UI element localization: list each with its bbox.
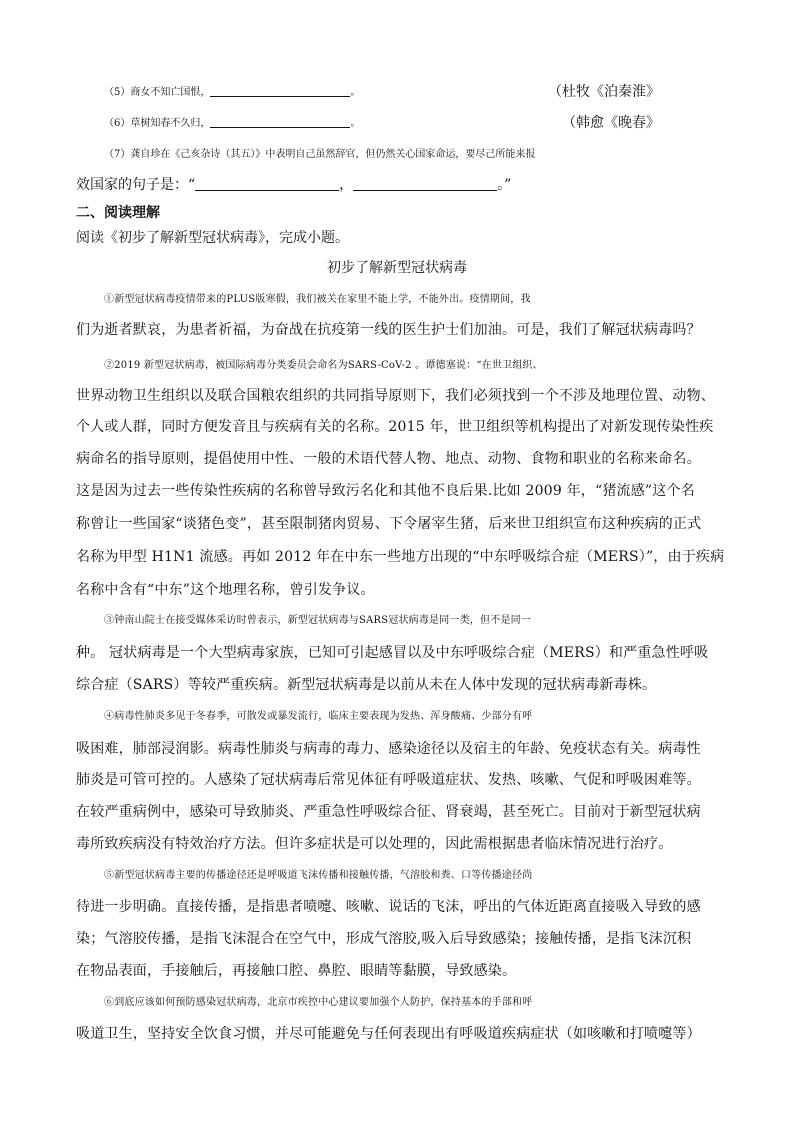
article-line: 吸困难，肺部浸润影。病毒性肺炎与病毒的毒力、感染途径以及宿主的年龄、免疫状态有关。病毒性 <box>76 741 701 757</box>
question-5-text: （5）商女不知亡国恨， <box>104 87 211 98</box>
question-5-source: （杜牧《泊秦淮》 <box>548 84 660 100</box>
article-line: 名称为甲型 H1N1 流感。再如 2012 年在中东一些地方出现的“中东呼吸综合症（MERS）”，由于疾病 <box>76 549 725 565</box>
article-line: 毒所致疾病没有特效治疗方法。但许多症状是可以处理的，因此需根据患者临床情况进行治疗。 <box>76 836 673 852</box>
question-7-prefix: 效国家的句子是：“ <box>76 177 196 193</box>
question-6-text: （6）草树知春不久归， <box>104 118 211 129</box>
article-line: 在较严重病例中，感染可导致肺炎、严重急性呼吸综合征、肾衰竭，甚至死亡。目前对于新型冠状病 <box>76 804 701 820</box>
question-7-end: 。” <box>497 177 512 193</box>
answer-blank-6[interactable] <box>210 113 350 128</box>
question-7-line2 <box>76 175 721 195</box>
question-6-end: 。 <box>350 118 361 129</box>
article-line: 待进一步明确。直接传播，是指患者喷嚏、咳嗽、说话的飞沫，呼出的气体近距离直接吸入导致的感 <box>76 899 701 915</box>
article-line: ②2019 新型冠状病毒，被国际病毒分类委员会命名为SARS-CoV-2 。谭德塞说：“在世卫组织、 <box>104 360 543 371</box>
article-line: ③钟南山院士在接受媒体采访时曾表示，新型冠状病毒与SARS冠状病毒是同一类，但不是同一 <box>104 615 532 626</box>
question-6-source: （韩愈《晚春》 <box>562 115 660 131</box>
article-line: 们为逝者默哀，为患者祈福，为奋战在抗疫第一线的医生护士们加油。可是，我们了解冠状病毒吗？ <box>76 322 701 338</box>
article-line: ⑤新型冠状病毒主要的传播途径还是呼吸道飞沫传播和接触传播，气溶胶和粪、口等传播途径尚 <box>104 870 533 881</box>
article-line: 吸道卫生，坚持安全饮食习惯，并尽可能避免与任何表现出有呼吸道疾病症状（如咳嗽和打喷嚏等） <box>76 1026 701 1042</box>
article-line: 种。 冠状病毒是一个大型病毒家族，已知可引起感冒以及中东呼吸综合症（MERS）和严重急性呼吸 <box>76 645 709 661</box>
article-line: ⑥到底应该如何预防感染冠状病毒，北京市疾控中心建议要加强个人防护，保持基本的手部和呼 <box>104 997 533 1008</box>
article-line: 在物品表面，手接触后，再接触口腔、鼻腔、眼睛等黏膜，导致感染。 <box>76 963 517 979</box>
answer-blank-5[interactable] <box>210 82 350 97</box>
article-line: 综合症（SARS）等较严重疾病。新型冠状病毒是以前从未在人体中发现的冠状病毒新毒株。 <box>76 677 657 693</box>
article-line: 染；气溶胶传播，是指飞沫混合在空气中，形成气溶胶,吸入后导致感染；接触传播，是指飞沫沉积 <box>76 931 692 947</box>
article-title: 初步了解新型冠状病毒 <box>327 260 467 276</box>
article-line: 世界动物卫生组织以及联合国粮农组织的共同指导原则下，我们必须找到一个不涉及地理位置、动物、 <box>76 388 715 404</box>
article-line: 称曾让一些国家“谈猪色变”，甚至限制猪肉贸易、下令屠宰生猪，后来世卫组织宣布这种疾病的正式 <box>76 516 702 532</box>
article-line: 个人或人群，同时方便发音且与疾病有关的名称。2015 年，世卫组织等机构提出了对新发现传染性疾 <box>76 419 714 435</box>
question-7-mid: ， <box>339 177 354 193</box>
article-line: 病命名的指导原则，提倡使用中性、一般的术语代替人物、地点、动物、食物和职业的名称来命名。 <box>76 451 701 467</box>
answer-blank-7a[interactable] <box>195 176 339 191</box>
question-7-line1: （7）龚自珍在《己亥杂诗（其五）》中表明自己虽然辞官，但仍然关心国家命运，要尽己所能来报 <box>104 149 536 160</box>
article-line: ④病毒性肺炎多见于冬春季，可散发或暴发流行，临床主要表现为发热、浑身酸痛、少部分有呼 <box>104 711 533 722</box>
article-line: ①新型冠状病毒疫情带来的PLUS版寒假，我们被关在家里不能上学，不能外出。疫情期间，我 <box>104 294 531 305</box>
article-line: 这是因为过去一些传染性疾病的名称曾导致污名化和其他不良后果.比如 2009 年，“猪流感”这个名 <box>76 483 695 499</box>
section-heading: 二、阅读理解 <box>76 205 160 221</box>
question-5-end: 。 <box>350 87 361 98</box>
article-line: 名称中含有“中东”这个地理名称，曾引发争议。 <box>76 582 375 598</box>
article-line: 肺炎是可管可控的。人感染了冠状病毒后常见体征有呼吸道症状、发热、咳嗽、气促和呼吸困难等。 <box>76 772 701 788</box>
section-instruction: 阅读《初步了解新型冠状病毒》，完成小题。 <box>76 230 349 246</box>
answer-blank-7b[interactable] <box>353 176 497 191</box>
